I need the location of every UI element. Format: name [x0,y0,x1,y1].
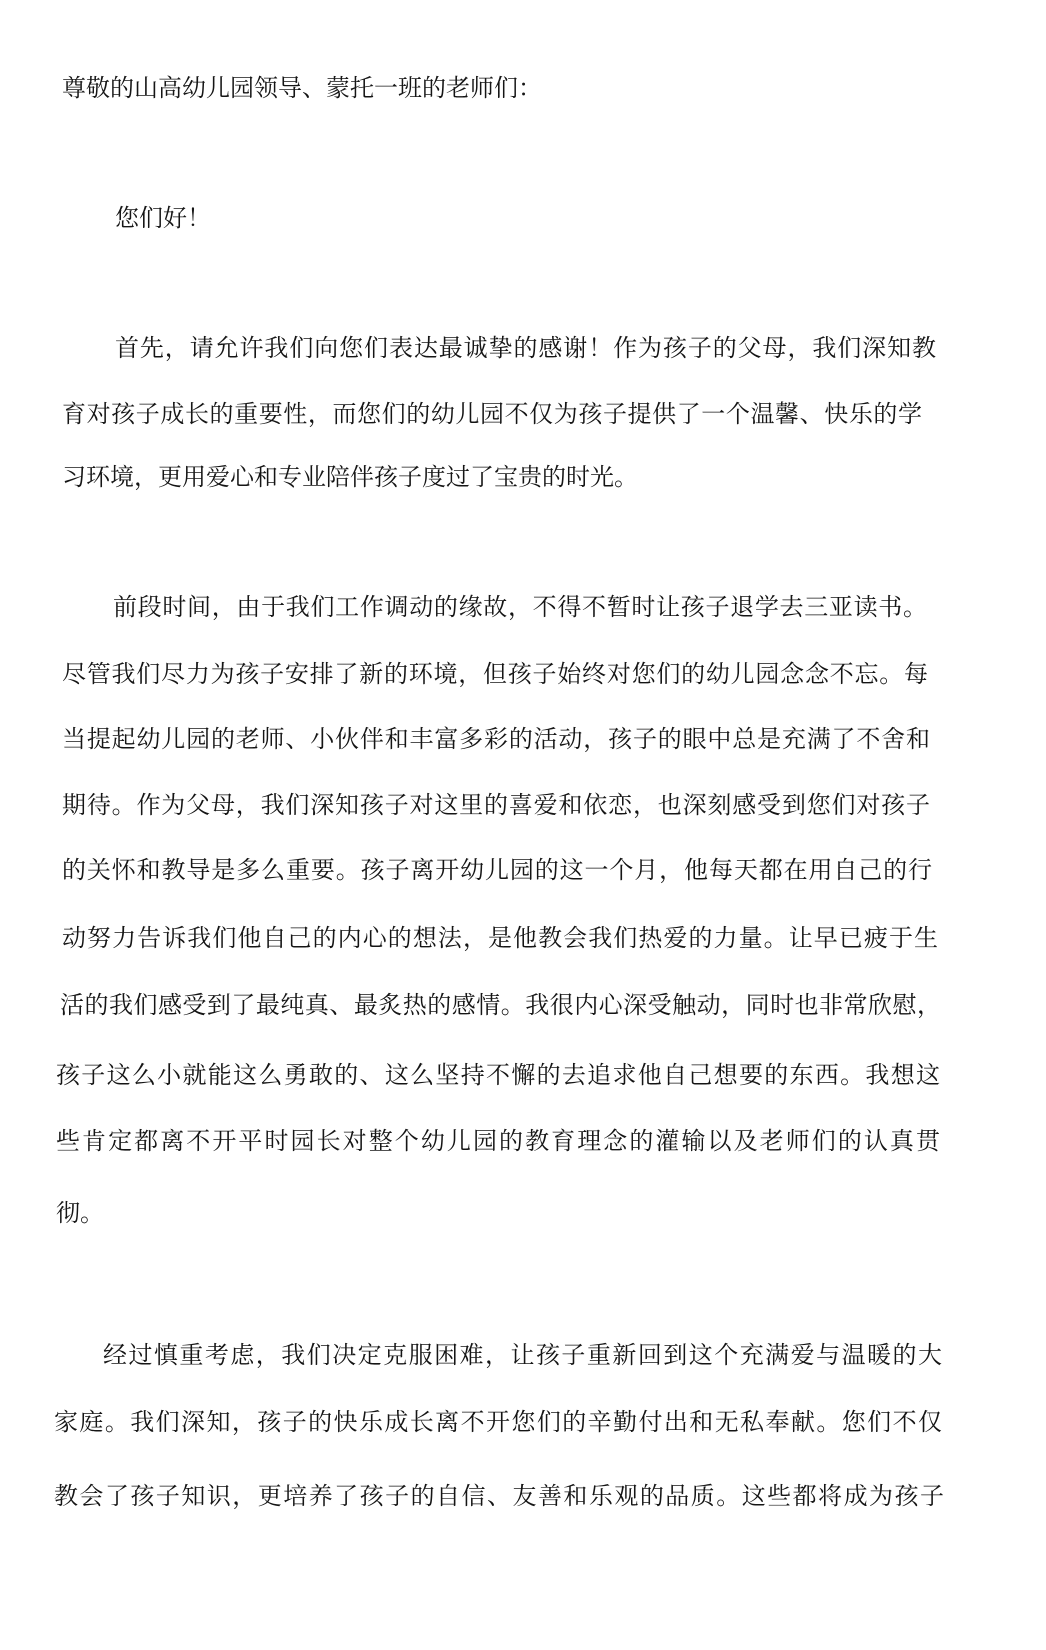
paragraph-line: 前段时间，由于我们工作调动的缘故，不得不暂时让孩子退学去三亚读书。 [113,593,927,621]
paragraph-line: 期待。作为父母，我们深知孩子对这里的喜爱和依恋，也深刻感受到您们对孩子 [62,791,930,819]
paragraph-line: 教会了孩子知识，更培养了孩子的自信、友善和乐观的品质。这些都将成为孩子 [54,1482,944,1510]
greeting: 您们好！ [115,204,211,232]
paragraph-line: 些肯定都离不开平时园长对整个幼儿园的教育理念的灌输以及老师们的认真贯 [56,1127,940,1155]
paragraph-line: 孩子这么小就能这么勇敢的、这么坚持不懈的去追求他自己想要的东西。我想这 [56,1061,940,1089]
paragraph-line: 彻。 [56,1199,104,1227]
paragraph-line: 当提起幼儿园的老师、小伙伴和丰富多彩的活动，孩子的眼中总是充满了不舍和 [62,725,930,753]
paragraph-line: 家庭。我们深知，孩子的快乐成长离不开您们的辛勤付出和无私奉献。您们不仅 [54,1408,942,1436]
paragraph-line: 活的我们感受到了最纯真、最炙热的感情。我很内心深受触动，同时也非常欣慰， [60,991,941,1019]
paragraph-line: 育对孩子成长的重要性，而您们的幼儿园不仅为孩子提供了一个温馨、快乐的学 [62,400,922,428]
salutation: 尊敬的山高幼儿园领导、蒙托一班的老师们： [62,74,542,102]
paragraph-line: 尽管我们尽力为孩子安排了新的环境，但孩子始终对您们的幼儿园念念不忘。每 [62,660,928,688]
paragraph-line: 的关怀和教导是多么重要。孩子离开幼儿园的这一个月，他每天都在用自己的行 [62,856,932,884]
paragraph-line: 习环境，更用爱心和专业陪伴孩子度过了宝贵的时光。 [62,463,638,491]
paragraph-line: 动努力告诉我们他自己的内心的想法，是他教会我们热爱的力量。让早已疲于生 [62,924,938,952]
paragraph-line: 经过慎重考虑，我们决定克服困难，让孩子重新回到这个充满爱与温暖的大 [103,1341,942,1369]
paragraph-line: 首先，请允许我们向您们表达最诚挚的感谢！作为孩子的父母，我们深知教 [115,334,936,362]
